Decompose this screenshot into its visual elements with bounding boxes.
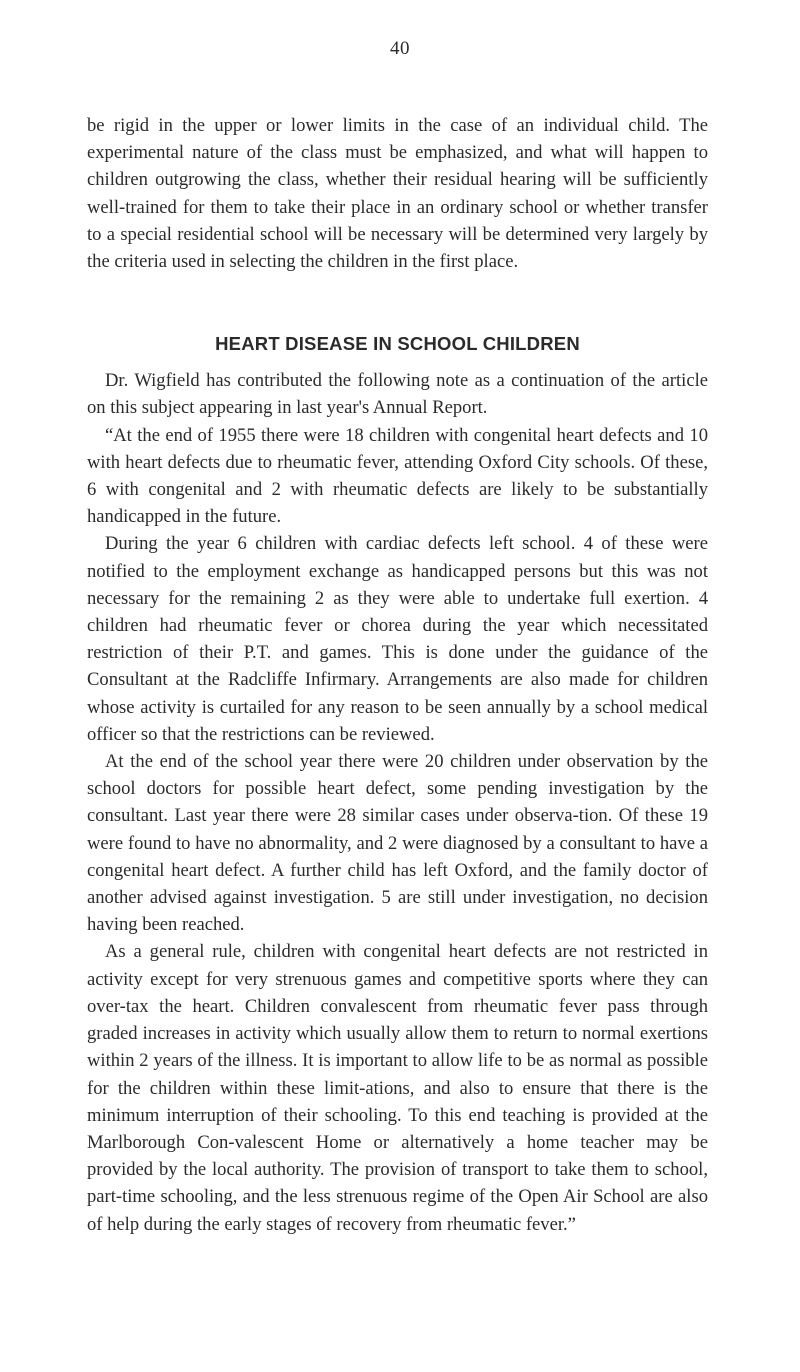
section-heading: HEART DISEASE IN SCHOOL CHILDREN — [215, 333, 580, 355]
paragraph: As a general rule, children with congenital heart defects are not restricted in activity except for very strenuous games and competitive sports where they can over-tax the heart. Children convalescent from rheumatic fever pass through graded increases in activity which usually allow them to return to normal exertions within 2 years of the illness. It is important to allow life to be as normal as possible for the children within these limit-ations, and also to ensure that there is the minimum interruption of their schooling. To this end teaching is provided at the Marlborough Con-valescent Home or alternatively a home teacher may be provided by the local authority. The provision of transport to take them to school, part-time schooling, and the less strenuous regime of the Open Air School are also of help during the early stages of recovery from rheumatic fever.” — [87, 941, 708, 1235]
paragraph: At the end of the school year there were 20 children under observation by the school doctors for possible heart defect, some pending investigation by the consultant. Last year there were 28 similar cases under observa-tion. Of these 19 were found to have no abnormality, and 2 were diagnosed by a consultant to have a congenital heart defect. A further child has left Oxford, and the family doctor of another advised against investigation. 5 are still under investigation, no decision having been reached. — [87, 751, 708, 936]
intro-paragraph: be rigid in the upper or lower limits in the case of an individual child. The experimental nature of the class must be emphasized, and what will happen to children outgrowing the class, whether their residual hearing will be sufficiently well-trained for them to take their place in an ordinary school or whether transfer to a special residential school will be necessary will be determined very largely by the criteria used in selecting the children in the first place. — [87, 115, 708, 273]
paragraph: “At the end of 1955 there were 18 children with congenital heart defects and 10 with heart defects due to rheumatic fever, attending Oxford City schools. Of these, 6 with congenital and 2 with rheumatic defects are likely to be substantially handicapped in the future. — [87, 424, 708, 528]
page-number: 40 — [390, 38, 410, 59]
paragraph: Dr. Wigfield has contributed the following note as a continuation of the article on this subject appearing in last year's Annual Report. — [87, 370, 708, 419]
paragraph: During the year 6 children with cardiac defects left school. 4 of these were notified to the employment exchange as handicapped persons but this was not necessary for the remaining 2 as they were able to undertake full exertion. 4 children had rheumatic fever or chorea during the year which necessitated restriction of their P.T. and games. This is done under the guidance of the Consultant at the Radcliffe Infirmary. Arrangements are also made for children whose activity is curtailed for any reason to be seen annually by a school medical officer so that the restrictions can be reviewed. — [87, 533, 708, 745]
body-text — [87, 112, 708, 1238]
